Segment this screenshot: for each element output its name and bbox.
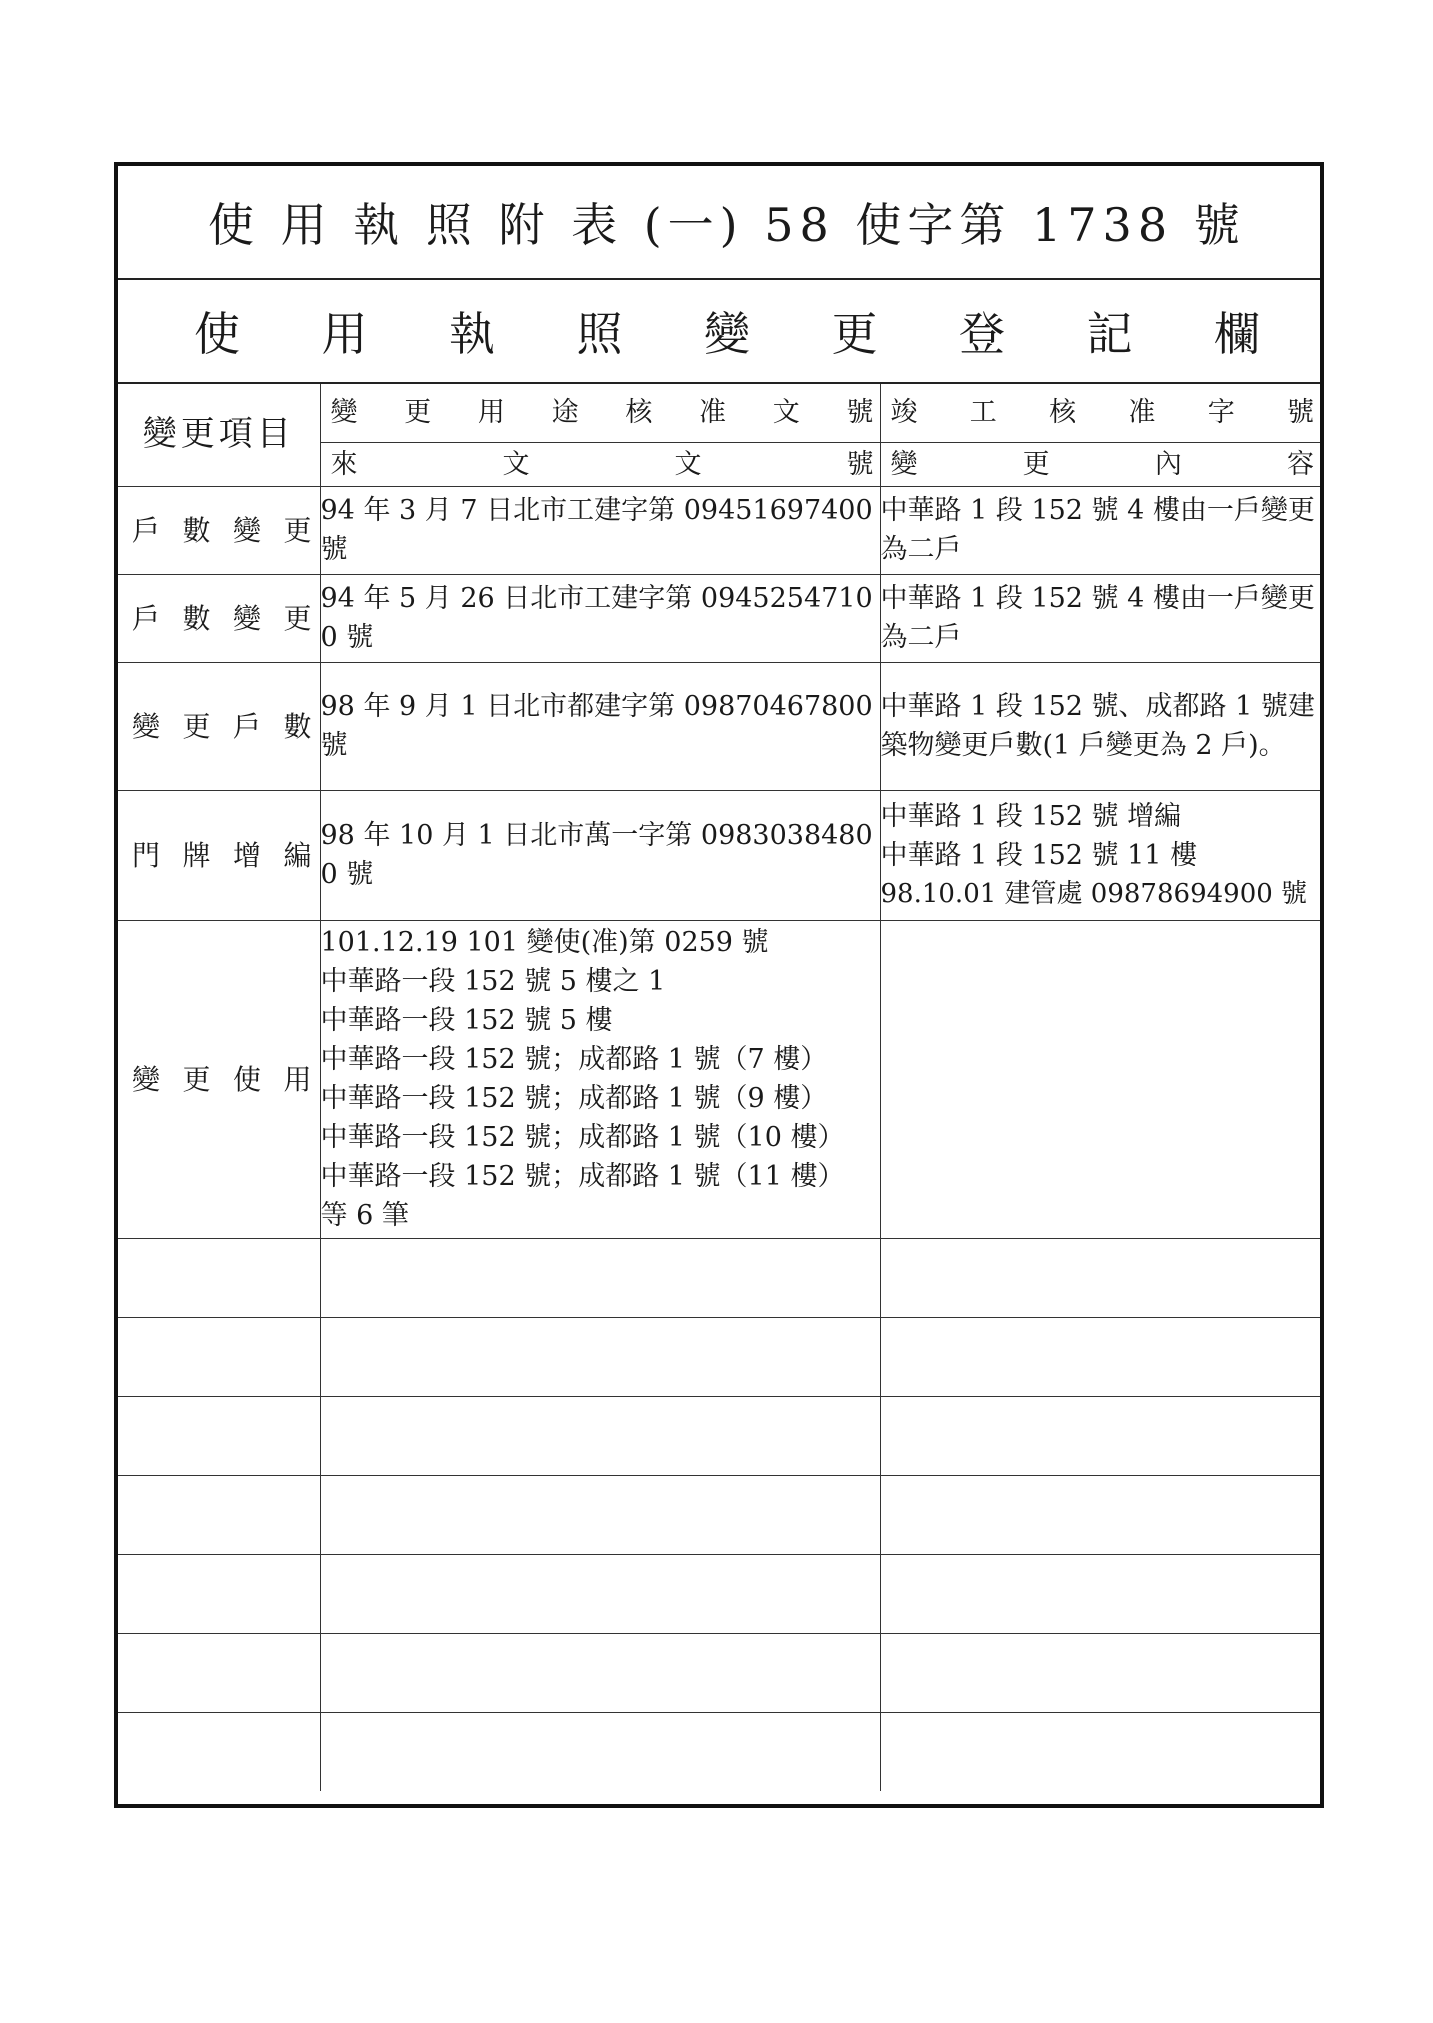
- empty-cell: [320, 1633, 880, 1712]
- header-change-content: [880, 442, 1320, 486]
- item-char: 用: [283, 1062, 312, 1096]
- header-char: 准: [1128, 397, 1156, 429]
- table-row: [118, 662, 1320, 790]
- header-char: 號: [1286, 397, 1314, 429]
- section-title-char: 變: [704, 307, 750, 361]
- section-title-char: 用: [321, 307, 368, 361]
- header-char: 核: [625, 397, 653, 429]
- header-char: 來: [330, 448, 358, 480]
- header-char: 號: [846, 397, 874, 429]
- header-approval-doc-no: [320, 384, 880, 442]
- section-title-char: 記: [1086, 307, 1133, 361]
- doc-line: 98 年 10 月 1 日北市萬一字第 09830384800 號: [320, 820, 873, 890]
- title-row: [118, 166, 1320, 280]
- item-char: 變: [232, 601, 261, 635]
- header-char: 號: [846, 448, 874, 480]
- content-line: 中華路 1 段 152 號 增編: [880, 800, 1182, 832]
- empty-cell: [320, 1238, 880, 1317]
- item-char: 戶: [132, 513, 161, 547]
- empty-cell: [118, 1554, 320, 1633]
- change-item-cell: [118, 662, 320, 790]
- doc-line: 中華路一段 152 號 5 樓: [320, 1005, 613, 1036]
- header-char: 字: [1207, 397, 1235, 429]
- table-row: [118, 920, 1320, 1238]
- item-char: 數: [283, 709, 312, 743]
- header-change-item: [118, 384, 320, 486]
- empty-row: [118, 1554, 1320, 1633]
- header-char: 用: [477, 397, 505, 429]
- item-char: 更: [283, 601, 312, 635]
- content-cell: [880, 662, 1320, 790]
- subtitle-row: [118, 280, 1320, 384]
- doc-no-cell: [320, 486, 880, 574]
- header-char: 文: [674, 448, 702, 480]
- empty-row: [118, 1633, 1320, 1712]
- item-char: 更: [182, 709, 211, 743]
- item-char: 編: [283, 838, 312, 872]
- header-char: 內: [1154, 448, 1182, 480]
- table-row: [118, 574, 1320, 662]
- item-char: 變: [132, 1062, 161, 1096]
- item-char: 增: [232, 838, 261, 872]
- doc-line: 等 6 筆: [320, 1200, 409, 1231]
- doc-line: 94 年 3 月 7 日北市工建字第 09451697400 號: [320, 495, 873, 565]
- empty-row: [118, 1238, 1320, 1317]
- section-title-char: 欄: [1214, 307, 1260, 361]
- empty-cell: [880, 1712, 1320, 1791]
- change-item-cell: [118, 486, 320, 574]
- header-char: 准: [699, 397, 727, 429]
- empty-cell: [118, 1238, 320, 1317]
- header-char: 文: [502, 448, 530, 480]
- doc-line: 中華路一段 152 號；成都路 1 號（11 樓）: [320, 1161, 845, 1192]
- content-line: 中華路 1 段 152 號、成都路 1 號建築物變更戶數(1 戶變更為 2 戶)。: [880, 691, 1315, 761]
- item-char: 門: [132, 838, 161, 872]
- header-char: 變: [890, 448, 918, 480]
- page-title: 使 用 執 照 附 表 (一) 58 使字第 1738 號: [208, 198, 1246, 252]
- item-char: 戶: [232, 709, 261, 743]
- content-cell: [880, 486, 1320, 574]
- change-item-cell: [118, 920, 320, 1238]
- empty-cell: [320, 1396, 880, 1475]
- change-item-cell: [118, 790, 320, 920]
- empty-cell: [118, 1396, 320, 1475]
- doc-line: 中華路一段 152 號；成都路 1 號（7 樓）: [320, 1044, 828, 1075]
- empty-row: [118, 1712, 1320, 1791]
- doc-line: 101.12.19 101 變使(准)第 0259 號: [320, 927, 769, 958]
- header-char: 竣: [890, 397, 918, 429]
- empty-cell: [320, 1475, 880, 1554]
- empty-cell: [118, 1712, 320, 1791]
- empty-row: [118, 1396, 1320, 1475]
- empty-cell: [118, 1317, 320, 1396]
- empty-cell: [320, 1712, 880, 1791]
- empty-cell: [880, 1633, 1320, 1712]
- section-title-char: 照: [576, 307, 623, 361]
- content-cell: [880, 920, 1320, 1238]
- empty-cell: [320, 1554, 880, 1633]
- doc-line: 94 年 5 月 26 日北市工建字第 09452547100 號: [320, 583, 873, 653]
- doc-no-cell: [320, 662, 880, 790]
- header-char: 工: [969, 397, 997, 429]
- change-register-table: [118, 384, 1320, 1791]
- item-char: 變: [232, 513, 261, 547]
- doc-no-cell: [320, 790, 880, 920]
- header-char: 容: [1286, 448, 1314, 480]
- header-incoming-doc-no: [320, 442, 880, 486]
- doc-no-cell: [320, 574, 880, 662]
- item-char: 戶: [132, 601, 161, 635]
- item-char: 變: [132, 709, 161, 743]
- section-title-char: 執: [449, 307, 495, 361]
- empty-cell: [880, 1554, 1320, 1633]
- header-char: 更: [1022, 448, 1050, 480]
- license-form: [114, 162, 1324, 1808]
- item-char: 數: [182, 601, 211, 635]
- item-char: 數: [182, 513, 211, 547]
- section-title: [118, 298, 1320, 364]
- empty-cell: [320, 1317, 880, 1396]
- change-item-cell: [118, 574, 320, 662]
- doc-line: 中華路一段 152 號；成都路 1 號（9 樓）: [320, 1083, 828, 1114]
- section-title-char: 使: [194, 307, 240, 361]
- empty-cell: [880, 1396, 1320, 1475]
- table-row: [118, 486, 1320, 574]
- doc-line: 98 年 9 月 1 日北市都建字第 09870467800 號: [320, 691, 873, 761]
- header-char: 更: [404, 397, 432, 429]
- content-line: 98.10.01 建管處 09878694900 號: [880, 878, 1308, 909]
- doc-no-cell: [320, 920, 880, 1238]
- doc-line: 中華路一段 152 號；成都路 1 號（10 樓）: [320, 1122, 845, 1153]
- empty-cell: [118, 1475, 320, 1554]
- item-char: 更: [283, 513, 312, 547]
- doc-line: 中華路一段 152 號 5 樓之 1: [320, 966, 666, 997]
- content-line: 中華路 1 段 152 號 4 樓由一戶變更為二戶: [880, 495, 1315, 565]
- section-title-char: 更: [831, 307, 878, 361]
- content-cell: [880, 790, 1320, 920]
- empty-row: [118, 1317, 1320, 1396]
- empty-cell: [880, 1317, 1320, 1396]
- empty-cell: [118, 1633, 320, 1712]
- header-char: 文: [772, 397, 800, 429]
- header-row-top: [118, 384, 1320, 442]
- header-change-item-label: 變更項目: [142, 414, 295, 455]
- table-row: [118, 790, 1320, 920]
- header-char: 核: [1049, 397, 1077, 429]
- header-char: 變: [330, 397, 358, 429]
- content-line: 中華路 1 段 152 號 11 樓: [880, 839, 1198, 871]
- content-line: 中華路 1 段 152 號 4 樓由一戶變更為二戶: [880, 583, 1315, 653]
- item-char: 牌: [182, 838, 211, 872]
- section-title-char: 登: [959, 307, 1005, 361]
- empty-cell: [880, 1238, 1320, 1317]
- empty-cell: [880, 1475, 1320, 1554]
- item-char: 使: [232, 1062, 261, 1096]
- item-char: 更: [182, 1062, 211, 1096]
- header-char: 途: [551, 397, 579, 429]
- header-completion-approval-no: [880, 384, 1320, 442]
- content-cell: [880, 574, 1320, 662]
- empty-row: [118, 1475, 1320, 1554]
